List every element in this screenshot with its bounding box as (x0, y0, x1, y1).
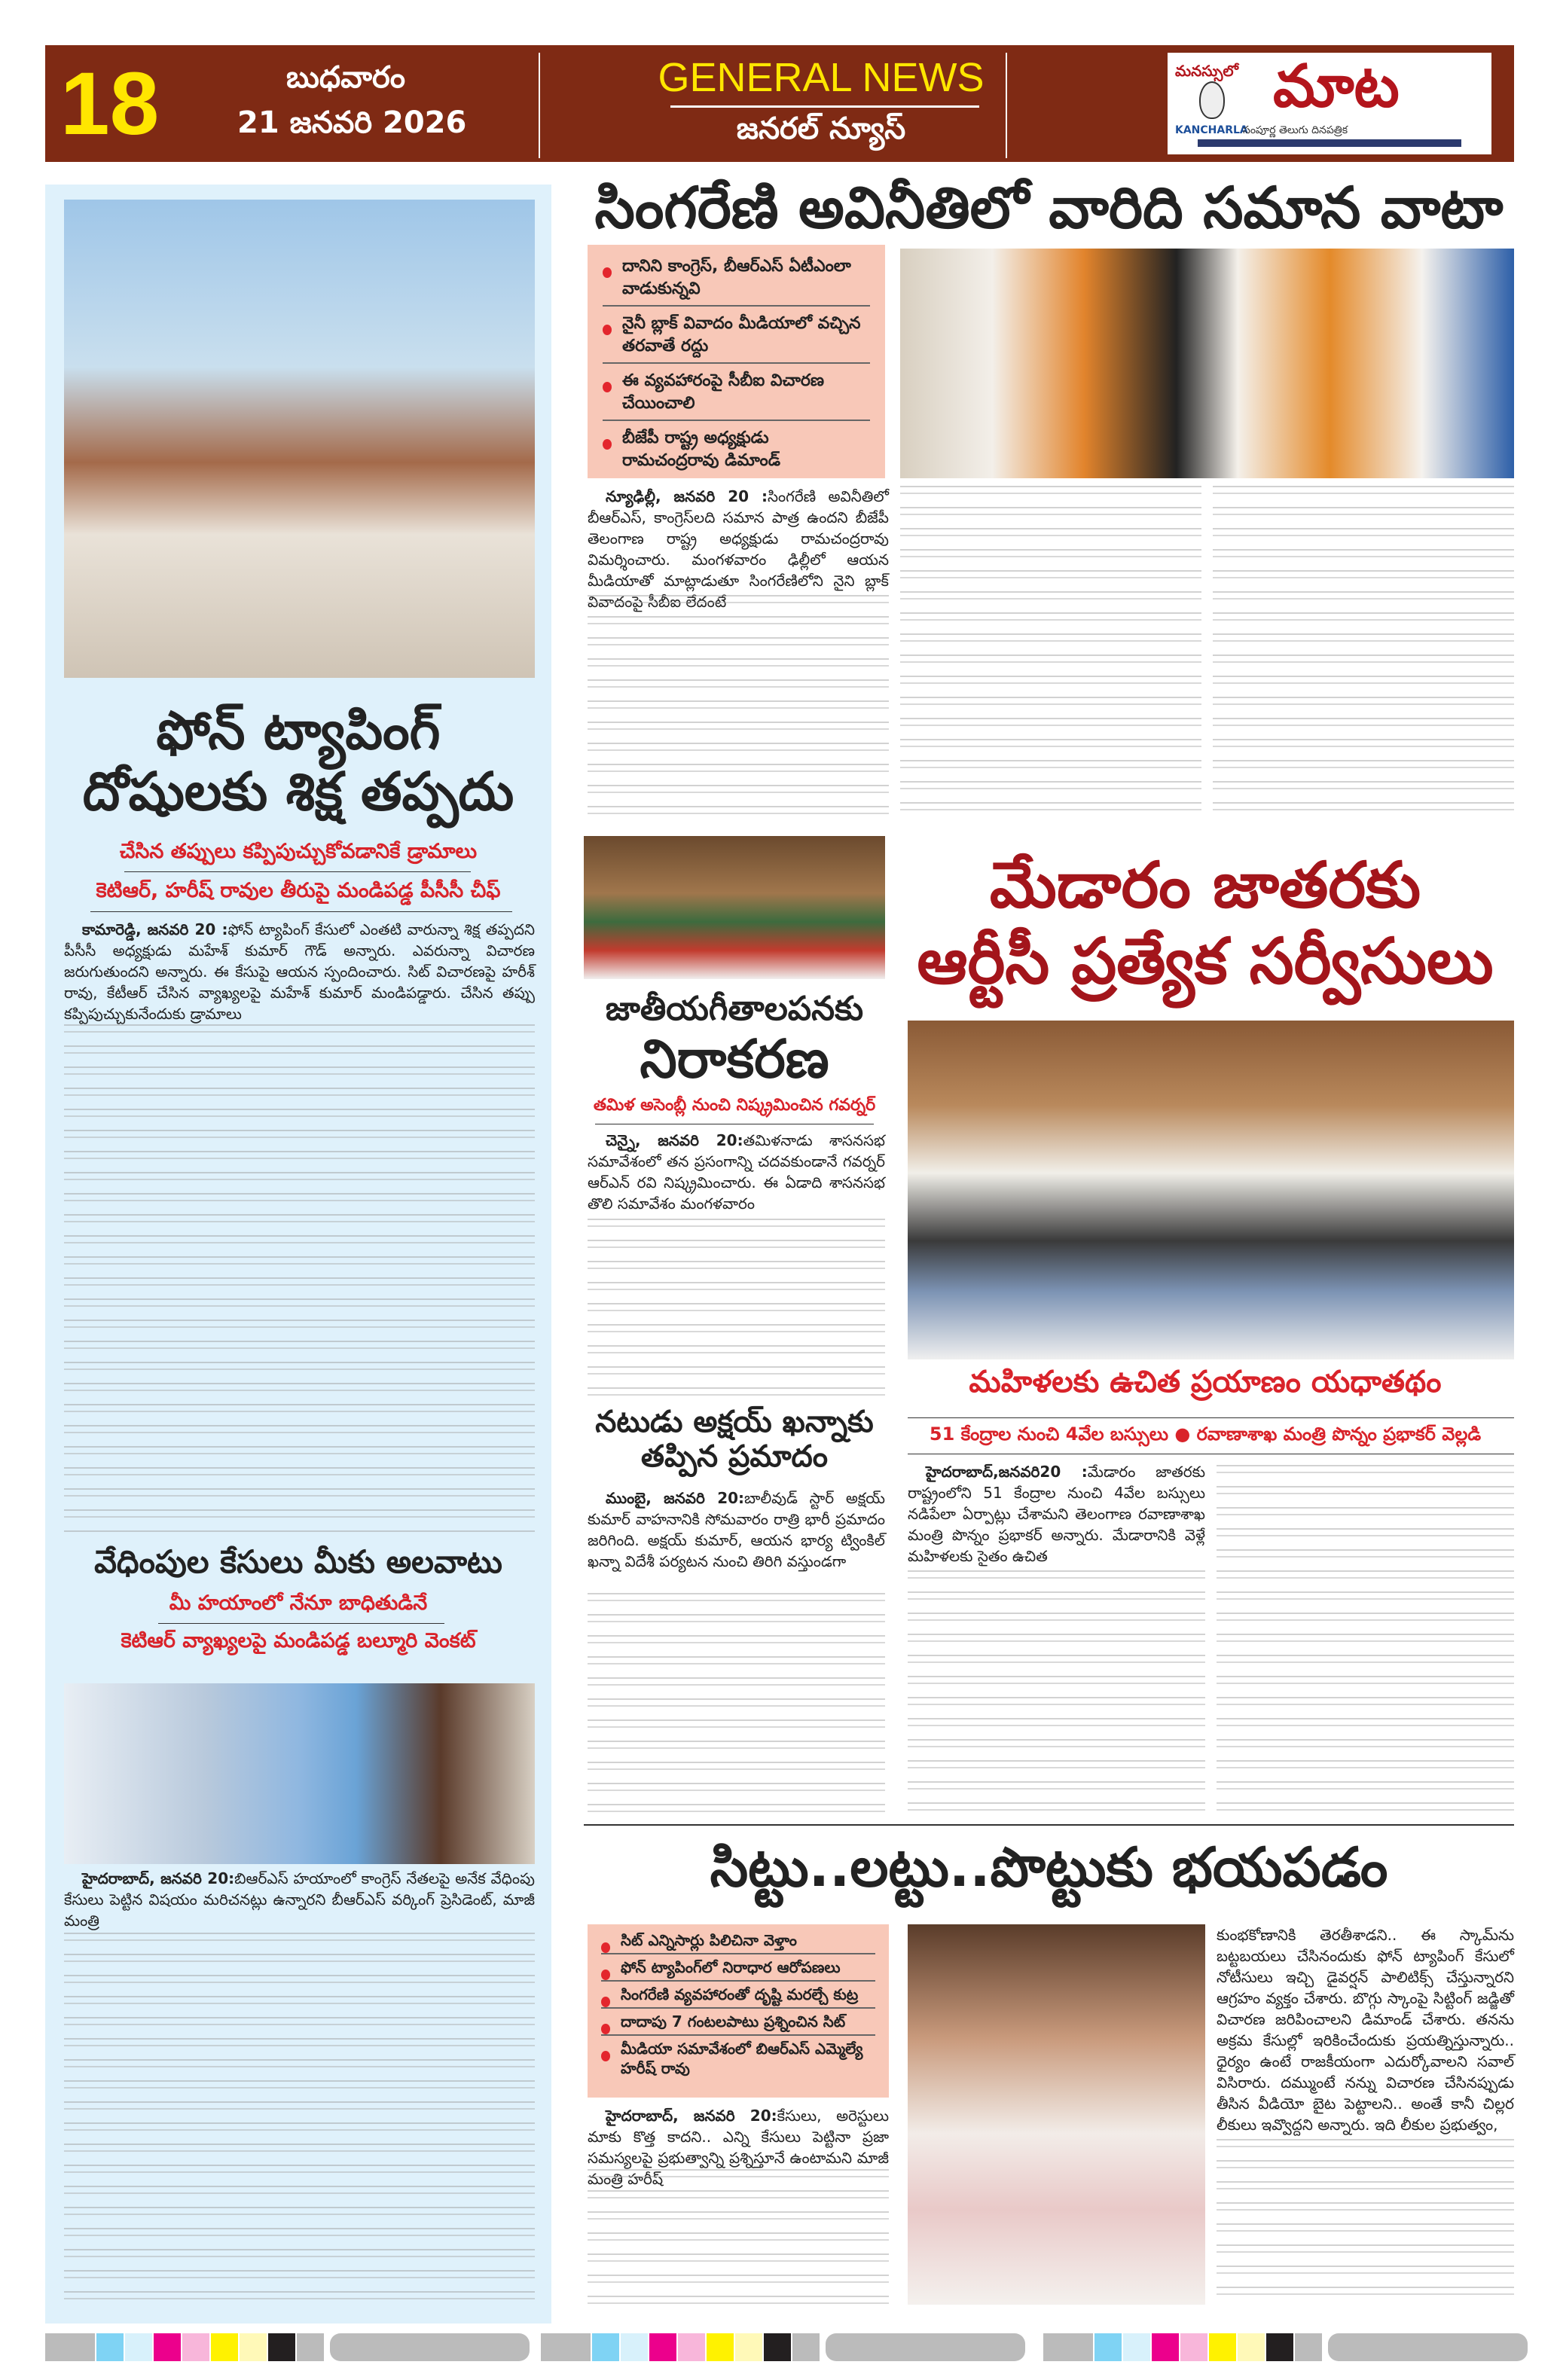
highlight-item: మీడియా సమావేశంలో బిఆర్ఎస్ ఎమ్మెల్యే హరీష్ రావు (601, 2039, 875, 2081)
leaders-photo (64, 1683, 535, 1864)
harish-rao-photo (908, 1924, 1205, 2305)
subheadline: 51 కేంద్రాల నుంచి 4వేల బస్సులు ● రవాణాశాఖ మంత్రి పొన్నం ప్రభాకర్ వెల్లడి (929, 1423, 1482, 1445)
logo-bar (1198, 139, 1461, 147)
lead-headline: సింగరేణి అవినీతిలో వారిది సమాన వాటా (594, 174, 1504, 241)
subheadline: మహిళలకు ఉచిత ప్రయాణం యధాతథం (969, 1365, 1442, 1399)
logo-title: మాట (1273, 53, 1400, 121)
headline: సిట్టు..లట్టు..పొట్టుకు భయపడం (710, 1835, 1388, 1899)
article-text-continued (588, 1219, 885, 1396)
print-color-bar (541, 2333, 1025, 2361)
article-text-continued (1213, 486, 1514, 821)
divider (670, 105, 979, 108)
dateline: ముంబై, జనవరి 20: (606, 1489, 745, 1507)
article-text: ఫోన్ ట్యాపింగ్ కేసులో ఎంతటి వారున్నా శిక్ష తప్పదని పీసీసీ అధ్యక్షుడు మహేశ్ కుమార్ గౌడ్ అన్నారు. ఎవరున్నా విచారణ జరుగుతుందని అన్నారు. ఈ కేసుపై ఆయన స్పందించారు. సిట్ విచారణపై హరీశ్ రావు, కేటీఆర్ చేసిన వ్యాఖ్యలపై మహేశ్ కుమార్ మండిపడ్డారు. చేసిన తప్పు కప్పిపుచ్చుకునేందుకు డ్రామాలు (64, 920, 535, 1023)
article-body: కుంభకోణానికి తెరతీశాడని.. ఈ స్కామ్‌ను బట్టబయలు చేసినందుకు ఫోన్ ట్యాపింగ్ కేసులో నోటీసులు ఇచ్చి డైవర్షన్ పాలిటిక్స్ చేస్తున్నారని ఆగ్రహం వ్యక్తం చేశారు. బొగ్గు స్కాంపై సిట్టింగ్ జడ్జితో విచారణ జరిపించాలని డిమాండ్ చేశారు. తనను అక్రమ కేసుల్లో ఇరికించేందుకు ప్రయత్నిస్తున్నారు.. ధైర్యం ఉంటే రాజకీయంగా ఎదుర్కోవాలని సవాల్ విసిరారు. దమ్ముంటే నన్ను విచారణ చేసినప్పుడు తీసిన వీడియో బైట పెట్టాలని.. అంతే కానీ చిల్లర లీకులు ఇవ్వొద్దని అన్నారు. ఇది లీకుల ప్రభుత్వం, (1217, 1926, 1514, 2134)
article-text-continued (64, 1933, 535, 2305)
headline-line: ఆర్టీసీ ప్రత్యేక సర్వీసులు (917, 923, 1494, 998)
article-body (908, 1461, 1205, 1567)
article-text-continued (588, 2169, 889, 2305)
article-text-continued (1217, 2139, 1514, 2305)
section-title-en: GENERAL NEWS (658, 55, 985, 100)
print-color-bar (1043, 2333, 1528, 2361)
subheadline: మీ హయాంలో నేనూ బాధితుడినే (169, 1591, 428, 1615)
dateline: న్యూఢిల్లీ, జనవరి 20 : (606, 487, 768, 505)
dateline: కామారెడ్డి, జనవరి 20 : (82, 920, 228, 938)
logo-brand: KANCHARLA (1175, 124, 1248, 136)
highlights-box (588, 245, 885, 478)
statue-tribute-photo (64, 200, 535, 678)
article-text-continued (908, 1570, 1205, 1815)
issue-date: 21 జనవరి 2026 (237, 105, 467, 140)
section-title-te: జనరల్ న్యూస్ (736, 111, 906, 146)
highlight-item: దాదాపు 7 గంటలపాటు ప్రశ్నించిన సిట్ (601, 2012, 875, 2036)
article-text: బాలీవుడ్ స్టార్ అక్షయ్ కుమార్ వాహనానికి సోమవారం రాత్రి భారీ ప్రమాదం జరిగింది. అక్షయ్ కుమార్, ఆయన భార్య ట్వింకిల్ ఖన్నా విదేశీ పర్యటన నుంచి తిరిగి వస్తుండగా (588, 1489, 885, 1570)
headline-line: దోషులకు శిక్ష తప్పదు (82, 760, 514, 822)
divider (124, 871, 471, 872)
meeting-photo (908, 1021, 1514, 1359)
article-text: సింగరేణి అవినీతిలో బీఆర్ఎస్, కాంగ్రెస్‌లది సమాన పాత్ర ఉందని బీజేపీ తెలంగాణ రాష్ట్ర అధ్యక్షుడు రామచంద్రరావు విమర్శించారు. మంగళవారం ఢిల్లీలో ఆయన మీడియాతో మాట్లాడుతూ సింగరేణిలోని నైని బ్లాక్ వివాదంపై సీబీఐ లేదంటే (588, 487, 890, 611)
article-text-continued (588, 1593, 885, 1815)
weekday: బుధవారం (286, 60, 405, 95)
headline (584, 990, 885, 1089)
article-text-continued (1217, 1465, 1514, 1815)
dateline: చెన్నై, జనవరి 20: (606, 1131, 743, 1149)
article-text: మేడారం జాతరకు రాష్ట్రంలోని 51 కేంద్రాల నుంచి 4వేల బస్సులు నడిపేలా ఏర్పాట్లు చేశామని తెలంగాణ రవాణాశాఖ మంత్రి పొన్నం ప్రభాకర్ అన్నారు. మేడారానికి వెళ్లే మహిళలకు సైతం ఉచిత (908, 1463, 1205, 1565)
newspaper-logo (1168, 53, 1491, 154)
highlight-item: సింగరేణి వ్యవహారంతో దృష్టి మరల్చే కుట్ర (601, 1985, 875, 2009)
article-body (64, 919, 535, 1024)
headline (893, 847, 1518, 999)
highlight-item: నైనీ బ్లాక్ వివాదం మీడియాలో వచ్చిన తరవాతే రద్దు (603, 313, 870, 364)
article-body (588, 1488, 885, 1572)
dateline: హైదరాబాద్, జనవరి 20: (606, 2107, 777, 2125)
portrait-icon (1199, 81, 1225, 119)
article-text: తమిళనాడు శాసనసభ సమావేశంలో తన ప్రసంగాన్ని చదవకుండానే గవర్నర్ ఆర్‌ఎన్ రవి నిష్క్రమించారు. ఈ ఏడాది శాసనసభ తొలి సమావేశం మంగళవారం (588, 1131, 885, 1213)
highlights-box (588, 1924, 889, 2098)
headline-line: నిరాకరణ (640, 1027, 829, 1090)
subheadline: చేసిన తప్పులు కప్పిపుచ్చుకోవడానికే డ్రామాలు (119, 840, 478, 863)
highlight-item: ఈ వ్యవహారంపై సీబీఐ విచారణ చేయించాలి (603, 370, 870, 421)
subheadline: తమిళ అసెంబ్లీ నుంచి నిష్క్రమించిన గవర్నర్ (593, 1096, 876, 1115)
headline: వేధింపుల కేసులు మీకు అలవాటు (94, 1543, 502, 1580)
headline-line: ఫోన్ ట్యాపింగ్ (156, 700, 441, 761)
headline (584, 1405, 885, 1474)
left-feature-panel (45, 185, 551, 2324)
article-text-continued (64, 1024, 535, 1536)
headline-line: తప్పిన ప్రమాదం (640, 1439, 829, 1474)
section-divider (584, 1824, 1514, 1826)
article-text-continued (588, 595, 889, 821)
divider (908, 1417, 1514, 1418)
logo-tagline: సంపూర్ణ తెలుగు దినపత్రిక (1243, 124, 1348, 136)
article-body (588, 1130, 885, 1214)
press-meet-photo (900, 249, 1514, 478)
divider (158, 1623, 444, 1624)
headline-line: జాతీయగీతాలపనకు (605, 990, 864, 1028)
masthead (45, 45, 1514, 162)
article-body (64, 1868, 535, 1931)
assembly-photo (584, 836, 885, 979)
divider (90, 911, 512, 912)
divider (539, 53, 540, 158)
subheadline: కెటిఆర్, హరీష్ రావుల తీరుపై మండిపడ్డ పీసీసీ చీఫ్ (96, 879, 501, 902)
article-text: కేసులు, అరెస్టులు మాకు కొత్త కాదని.. ఎన్ని కేసులు పెట్టినా ప్రజా సమస్యలపై ప్రభుత్వాన్ని ప్రశ్నిస్తూనే ఉంటామని మాజీ మంత్రి హరీష్ (588, 2107, 889, 2188)
highlight-item: దానిని కాంగ్రెస్, బీఆర్ఎస్ ఏటీఎంలా వాడుకున్నవి (603, 255, 870, 307)
page-number: 18 (60, 54, 160, 154)
headline-line: నటుడు అక్షయ్ ఖన్నాకు (595, 1405, 874, 1439)
headline-line: మేడారం జాతరకు (989, 848, 1421, 922)
dateline: హైదరాబాద్, జనవరి 20: (82, 1869, 235, 1887)
headline (45, 700, 551, 822)
article-text: బిఆర్ఎస్ హయాంలో కాంగ్రెస్ నేతలపై అనేక వేధింపు కేసులు పెట్టిన విషయం మరిచనట్లు ఉన్నారని బీఆర్ఎస్ వర్కింగ్ ప్రెసిడెంట్, మాజీ మంత్రి (64, 1869, 535, 1930)
dateline: హైదరాబాద్,జనవరి20 : (926, 1463, 1088, 1481)
highlight-item: సిట్ ఎన్నిసార్లు పిలిచినా వెళ్తాం (601, 1930, 875, 1954)
highlight-item: ఫోన్ ట్యాపింగ్‌లో నిరాధార ఆరోపణలు (601, 1957, 875, 1982)
subheadline: కెటిఆర్ వ్యాఖ్యలపై మండిపడ్డ బల్మూరి వెంకట్ (121, 1629, 476, 1652)
print-color-bar (45, 2333, 530, 2361)
article-text-continued (900, 486, 1201, 821)
logo-prefix: మనస్సులో (1175, 62, 1238, 80)
article-body (588, 486, 889, 612)
highlight-item: బీజేపీ రాష్ట్ర అధ్యక్షుడు రామచంద్రరావు డిమాండ్ (603, 427, 870, 477)
